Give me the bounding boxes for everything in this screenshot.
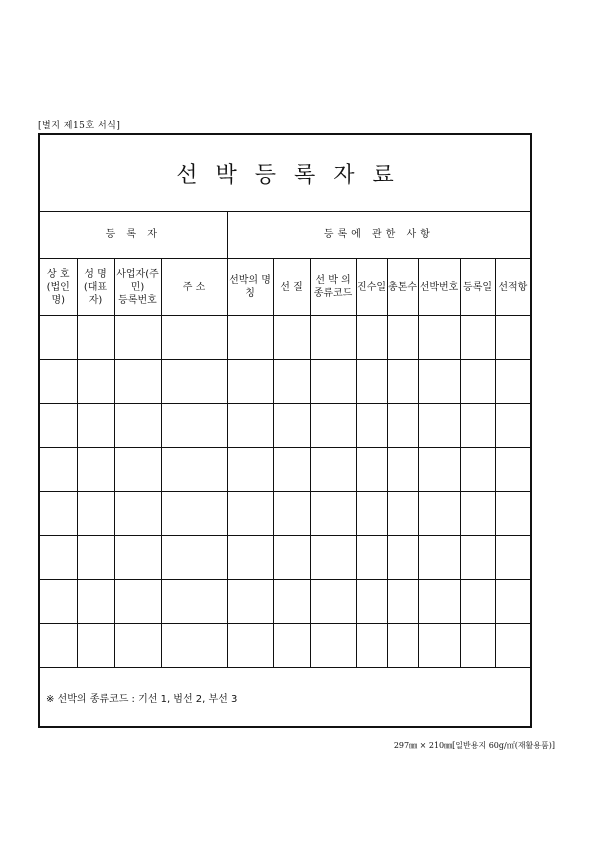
entry-cell[interactable] xyxy=(356,492,387,536)
entry-cell[interactable] xyxy=(227,404,273,448)
column-header xyxy=(161,259,227,316)
entry-cell[interactable] xyxy=(387,580,418,624)
column-header-line1: 선적항 xyxy=(498,281,528,293)
entry-cell[interactable] xyxy=(273,316,310,360)
entry-cell[interactable] xyxy=(161,492,227,536)
entry-cell[interactable] xyxy=(495,624,530,668)
entry-cell[interactable] xyxy=(114,624,161,668)
entry-cell[interactable] xyxy=(227,492,273,536)
entry-cell[interactable] xyxy=(495,448,530,492)
entry-cell[interactable] xyxy=(40,448,77,492)
entry-cell[interactable] xyxy=(161,316,227,360)
column-header-line1: 선박의 명칭 xyxy=(229,275,271,299)
type-code-note: ※ 선박의 종류코드 : 기선 1, 범선 2, 부선 3 xyxy=(46,694,238,705)
entry-cell[interactable] xyxy=(460,360,495,404)
entry-cell[interactable] xyxy=(356,624,387,668)
table-row xyxy=(40,404,530,448)
group-header-registration: 등록에 관한 사항 xyxy=(227,211,530,259)
entry-cell[interactable] xyxy=(310,360,356,404)
column-header xyxy=(77,259,114,316)
entry-cell[interactable] xyxy=(387,360,418,404)
column-header-line1: 총톤수 xyxy=(388,281,418,293)
paper-spec-footer: 297㎜ × 210㎜[일반용지 60g/㎡(재활용품)] xyxy=(393,741,555,750)
entry-cell[interactable] xyxy=(77,624,114,668)
table-row xyxy=(40,448,530,492)
entry-cell[interactable] xyxy=(310,492,356,536)
entry-cell[interactable] xyxy=(77,580,114,624)
entry-cell[interactable] xyxy=(310,448,356,492)
column-header-line1: 진수일 xyxy=(357,281,387,293)
entry-cell[interactable] xyxy=(418,624,460,668)
entry-cell[interactable] xyxy=(114,536,161,580)
entry-cell[interactable] xyxy=(356,448,387,492)
column-header xyxy=(460,259,495,316)
entry-cell[interactable] xyxy=(77,360,114,404)
entry-cell[interactable] xyxy=(40,492,77,536)
entry-cell[interactable] xyxy=(77,492,114,536)
entry-cell[interactable] xyxy=(161,536,227,580)
entry-cell[interactable] xyxy=(77,316,114,360)
entry-cell[interactable] xyxy=(273,492,310,536)
entry-cell[interactable] xyxy=(418,448,460,492)
entry-cell[interactable] xyxy=(310,580,356,624)
form-number-label: [별지 제15호 서식] xyxy=(38,121,121,131)
entry-cell[interactable] xyxy=(387,492,418,536)
entry-cell[interactable] xyxy=(387,624,418,668)
column-header xyxy=(310,259,356,316)
entry-cell[interactable] xyxy=(227,360,273,404)
entry-cell[interactable] xyxy=(460,448,495,492)
entry-cell[interactable] xyxy=(114,580,161,624)
entry-cell[interactable] xyxy=(40,316,77,360)
entry-cell[interactable] xyxy=(495,360,530,404)
entry-cell[interactable] xyxy=(114,448,161,492)
entry-cell[interactable] xyxy=(161,448,227,492)
column-header-line1: 상 호 xyxy=(47,268,70,280)
entry-cell[interactable] xyxy=(77,448,114,492)
entry-cell[interactable] xyxy=(114,360,161,404)
entry-cell[interactable] xyxy=(310,624,356,668)
column-header-line1: 사업자(주민) xyxy=(116,268,159,293)
entry-cell[interactable] xyxy=(387,448,418,492)
entry-cell[interactable] xyxy=(460,404,495,448)
column-header-row xyxy=(40,259,530,316)
entry-cell[interactable] xyxy=(273,404,310,448)
table-body xyxy=(40,316,530,668)
entry-cell[interactable] xyxy=(77,536,114,580)
entry-cell[interactable] xyxy=(227,624,273,668)
entry-cell[interactable] xyxy=(161,360,227,404)
entry-cell[interactable] xyxy=(77,404,114,448)
column-header-line2: 등록번호 xyxy=(118,294,157,306)
entry-cell[interactable] xyxy=(161,580,227,624)
entry-cell[interactable] xyxy=(418,360,460,404)
column-header-line1: 선박번호 xyxy=(419,281,459,293)
entry-cell[interactable] xyxy=(356,536,387,580)
group-header-registrant: 등 록 자 xyxy=(40,211,227,259)
entry-cell[interactable] xyxy=(356,580,387,624)
entry-cell[interactable] xyxy=(460,580,495,624)
entry-cell[interactable] xyxy=(495,580,530,624)
entry-cell[interactable] xyxy=(495,316,530,360)
entry-cell[interactable] xyxy=(460,536,495,580)
column-header xyxy=(273,259,310,316)
column-header-line1: 성 명 xyxy=(84,268,107,280)
table-row xyxy=(40,624,530,668)
entry-cell[interactable] xyxy=(227,316,273,360)
entry-cell[interactable] xyxy=(356,316,387,360)
entry-cell[interactable] xyxy=(310,404,356,448)
entry-cell[interactable] xyxy=(227,536,273,580)
entry-cell[interactable] xyxy=(495,536,530,580)
table-row xyxy=(40,536,530,580)
entry-cell[interactable] xyxy=(40,360,77,404)
entry-cell[interactable] xyxy=(460,492,495,536)
column-header xyxy=(495,259,530,316)
column-header-line1: 선 질 xyxy=(280,281,303,293)
entry-cell[interactable] xyxy=(273,580,310,624)
entry-cell[interactable] xyxy=(310,316,356,360)
entry-cell[interactable] xyxy=(114,404,161,448)
column-header xyxy=(387,259,418,316)
entry-cell[interactable] xyxy=(460,316,495,360)
form-frame xyxy=(38,133,532,728)
entry-cell[interactable] xyxy=(40,624,77,668)
entry-cell[interactable] xyxy=(387,536,418,580)
entry-cell[interactable] xyxy=(273,448,310,492)
column-header-line1: 등록일 xyxy=(463,281,493,293)
entry-cell[interactable] xyxy=(40,404,77,448)
entry-cell[interactable] xyxy=(495,492,530,536)
column-header xyxy=(114,259,161,316)
table-row xyxy=(40,316,530,360)
entry-cell[interactable] xyxy=(161,404,227,448)
form-title: 선박등록자료 xyxy=(176,162,412,188)
column-header xyxy=(227,259,273,316)
column-header xyxy=(356,259,387,316)
entry-cell[interactable] xyxy=(273,536,310,580)
entry-cell[interactable] xyxy=(387,316,418,360)
entry-cell[interactable] xyxy=(418,580,460,624)
entry-cell[interactable] xyxy=(418,316,460,360)
entry-cell[interactable] xyxy=(418,404,460,448)
entry-cell[interactable] xyxy=(418,536,460,580)
title-row xyxy=(40,135,530,212)
entry-cell[interactable] xyxy=(227,580,273,624)
registration-table xyxy=(40,211,530,668)
entry-cell[interactable] xyxy=(356,404,387,448)
column-header-line2: 종류코드 xyxy=(313,288,353,299)
entry-cell[interactable] xyxy=(273,624,310,668)
entry-cell[interactable] xyxy=(273,360,310,404)
table-row xyxy=(40,492,530,536)
entry-cell[interactable] xyxy=(310,536,356,580)
entry-cell[interactable] xyxy=(460,624,495,668)
entry-cell[interactable] xyxy=(40,580,77,624)
entry-cell[interactable] xyxy=(387,404,418,448)
column-header xyxy=(418,259,460,316)
entry-cell[interactable] xyxy=(418,492,460,536)
column-header-line1: 선 박 의 xyxy=(315,275,351,286)
table-row xyxy=(40,360,530,404)
entry-cell[interactable] xyxy=(40,536,77,580)
entry-cell[interactable] xyxy=(114,492,161,536)
column-header-line1: 주 소 xyxy=(182,281,206,293)
entry-cell[interactable] xyxy=(227,448,273,492)
entry-cell[interactable] xyxy=(114,316,161,360)
column-header xyxy=(40,259,77,316)
entry-cell[interactable] xyxy=(161,624,227,668)
column-header-line2: (법인명) xyxy=(46,281,70,306)
entry-cell[interactable] xyxy=(495,404,530,448)
table-row xyxy=(40,580,530,624)
column-header-line2: (대표자) xyxy=(83,281,108,306)
entry-cell[interactable] xyxy=(356,360,387,404)
